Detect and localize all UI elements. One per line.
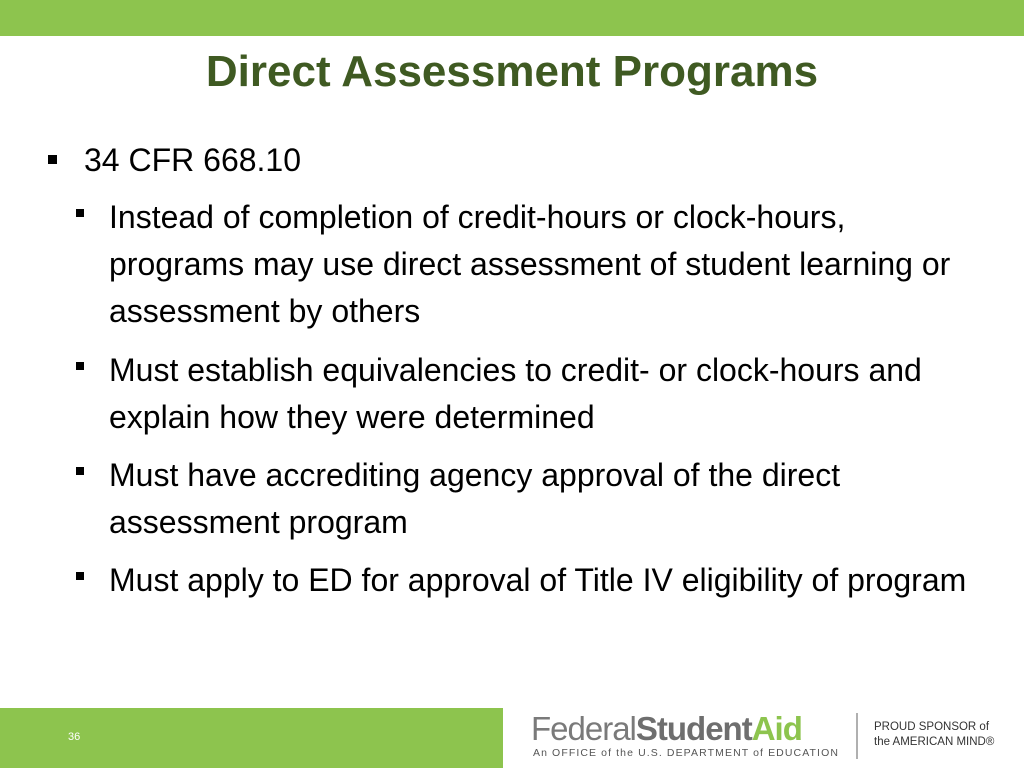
sponsor-text	[874, 720, 994, 750]
square-bullet-icon	[76, 572, 84, 580]
logo-divider	[856, 713, 858, 759]
bullet-text: Must have accrediting agency approval of the direct assessment program	[109, 457, 841, 540]
logo-student: Student	[635, 710, 752, 747]
bullet-text: 34 CFR 668.10	[84, 142, 302, 178]
bullet-level2	[76, 452, 976, 546]
square-bullet-icon	[76, 467, 84, 475]
bullet-level2	[76, 194, 976, 335]
bullet-level2	[76, 347, 976, 441]
federal-student-aid-logo	[531, 711, 1011, 766]
bullet-level1	[48, 140, 301, 180]
logo-wordmark	[531, 711, 802, 747]
logo-subtitle: An OFFICE of the U.S. DEPARTMENT of EDUCATION	[533, 747, 840, 759]
bullet-text: Must establish equivalencies to credit- or clock-hours and explain how they were determined	[109, 352, 922, 435]
bullet-text: Instead of completion of credit-hours or clock-hours, programs may use direct assessment of student learning or assessment by others	[109, 199, 951, 329]
page-number: 36	[68, 731, 81, 743]
square-bullet-icon	[48, 155, 57, 164]
slide-title: Direct Assessment Programs	[205, 47, 819, 96]
sponsor-line1: PROUD SPONSOR of	[874, 721, 990, 733]
bullet-level2	[76, 557, 976, 604]
logo-aid: Aid	[751, 710, 802, 747]
square-bullet-icon	[76, 209, 84, 217]
logo-federal: Federal	[531, 710, 636, 747]
square-bullet-icon	[76, 362, 84, 370]
bullet-text: Must apply to ED for approval of Title IV eligibility of program	[109, 562, 967, 598]
sponsor-line2: the AMERICAN MIND®	[874, 736, 995, 748]
